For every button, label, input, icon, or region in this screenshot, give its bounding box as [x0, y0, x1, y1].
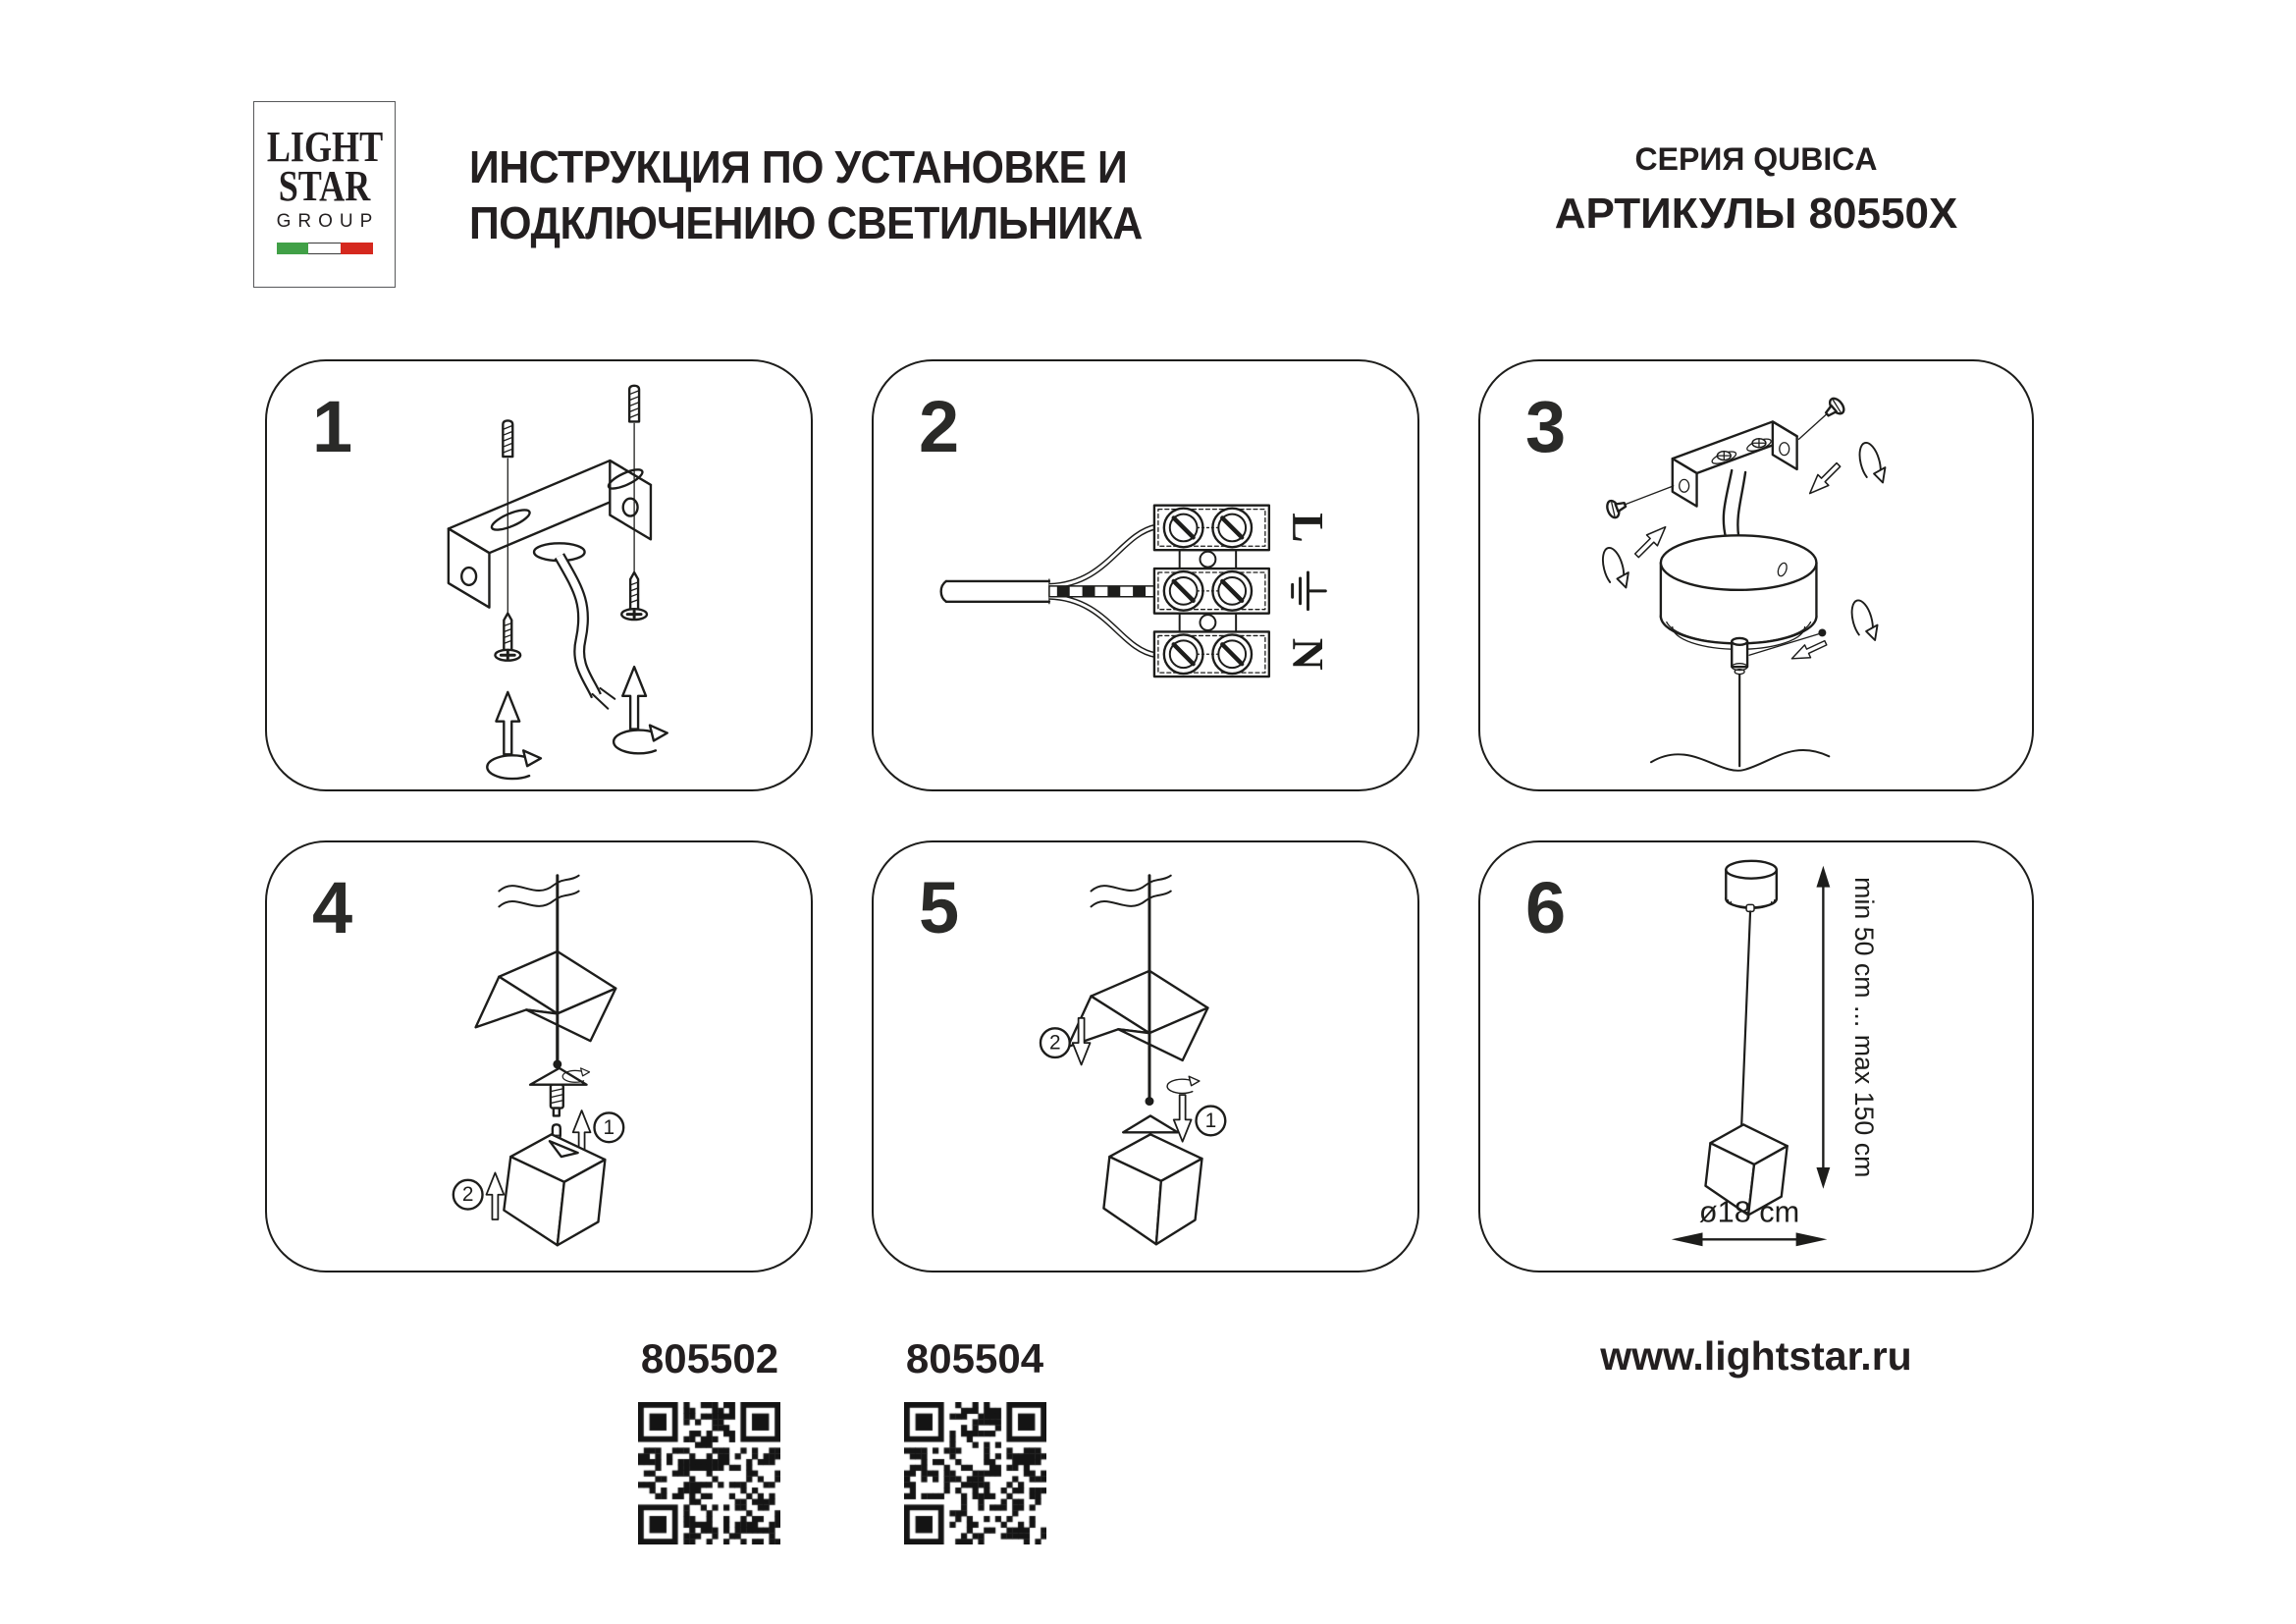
website-url: www.lightstar.ru: [1600, 1333, 1912, 1379]
callout-2: [1041, 1028, 1070, 1057]
step-6-panel: [1478, 840, 2034, 1272]
ceiling-canopy: [1661, 535, 1817, 649]
rotate-icon: [1848, 597, 1882, 644]
arrow-up-icon: [486, 1172, 504, 1219]
cord-break-icon: [1092, 876, 1171, 907]
arrow-up-icon: [622, 667, 646, 729]
step-6-diagram-dimensions: [1480, 842, 2032, 1271]
callout-1: [1197, 1107, 1226, 1136]
series-label: СЕРИЯ QUBICA: [1634, 141, 1878, 177]
wall-plug-left: [503, 420, 512, 457]
screw-left: [495, 614, 520, 661]
step-3-number: 3: [1525, 386, 1567, 467]
article-number-left: 805502: [640, 1335, 779, 1381]
live-label: L: [1282, 513, 1333, 543]
cord-stop: [1146, 1097, 1154, 1106]
cord-grip: [1732, 638, 1747, 675]
mounting-bracket: [449, 460, 651, 608]
height-dimension-arrow: [1816, 866, 1830, 1189]
supply-cable: [941, 526, 1156, 655]
terminal-row-earth: [1154, 568, 1269, 614]
svg-text:1: 1: [1204, 1109, 1217, 1132]
wall-plug-right: [629, 386, 639, 422]
logo-word-star: STAR: [278, 162, 371, 210]
screw-right: [1822, 396, 1847, 420]
terminal-row-neutral: [1154, 631, 1269, 677]
callout-2: [454, 1180, 483, 1210]
folded-shade: [476, 951, 616, 1060]
rotate-icon: [1599, 545, 1632, 592]
svg-text:2: 2: [461, 1183, 474, 1207]
step-1-diagram-bracket-mounting: [267, 361, 811, 789]
screw-left: [1605, 497, 1629, 519]
step-1-panel: [265, 359, 813, 791]
screw-right: [621, 572, 647, 620]
step-2-diagram-wiring: [874, 361, 1417, 789]
step-5-number: 5: [919, 867, 960, 948]
arrow-down-icon: [1174, 1095, 1192, 1142]
diameter-dimension-arrow: [1672, 1232, 1828, 1246]
qr-code-right: [904, 1402, 1046, 1544]
rotate-icon: [1167, 1076, 1200, 1093]
rotate-icon: [1856, 440, 1890, 487]
lamp-holder-plate: [1123, 1115, 1177, 1132]
step-3-panel: [1478, 359, 2034, 791]
neutral-label: N: [1282, 637, 1333, 671]
step-5-panel: [872, 840, 1419, 1272]
step-4-number: 4: [312, 867, 353, 948]
step-1-number: 1: [312, 386, 353, 467]
ceiling-canopy: [1726, 861, 1777, 912]
article-number-right: 805504: [905, 1335, 1044, 1381]
step-4-panel: [265, 840, 813, 1272]
step-2-panel: [872, 359, 1419, 791]
articles-label: АРТИКУЛЫ 80550X: [1554, 189, 1958, 238]
cube-shade: [504, 1134, 605, 1245]
page-title: [469, 139, 1143, 251]
logo-word-group: GROUP: [276, 211, 380, 232]
terminal-row-live: [1154, 506, 1269, 551]
earth-icon: [1293, 572, 1326, 610]
diameter-label: ø18 cm: [1698, 1194, 1800, 1229]
step-6-number: 6: [1525, 867, 1567, 948]
italian-flag-icon: [277, 243, 373, 254]
product-info: [1478, 141, 2034, 239]
step-2-number: 2: [919, 386, 960, 467]
lightstar-logo: [253, 101, 396, 288]
folded-shade: [1068, 971, 1208, 1098]
step-5-diagram-shade-lowering: [874, 842, 1417, 1271]
qr-code-left: [638, 1402, 780, 1544]
rotate-icon: [614, 726, 667, 754]
cube-shade: [1103, 1134, 1201, 1244]
suspension-cord: [1741, 911, 1750, 1126]
lamp-holder: [530, 1068, 589, 1116]
height-range-label: min 50 cm ... max 150 cm: [1849, 877, 1880, 1178]
mounting-bracket: [1673, 421, 1797, 506]
logo-word-light: LIGHT: [266, 123, 384, 171]
title-line-2: ПОДКЛЮЧЕНИЮ СВЕТИЛЬНИКА: [469, 197, 1143, 248]
cable-pair: [1724, 470, 1745, 538]
arrow-icon: [1804, 460, 1843, 499]
svg-text:1: 1: [603, 1115, 615, 1139]
arrow-up-icon: [496, 692, 519, 754]
title-line-1: ИНСТРУКЦИЯ ПО УСТАНОВКЕ И: [469, 141, 1128, 192]
cord-break-icon: [499, 876, 578, 907]
step-3-diagram-canopy: [1480, 361, 2032, 789]
rotate-icon: [487, 750, 541, 779]
step-4-diagram-shade-assembly: [267, 842, 811, 1271]
callout-1: [594, 1112, 623, 1142]
cord-stop: [553, 1059, 561, 1068]
terminal-block: [1154, 506, 1269, 677]
svg-text:2: 2: [1049, 1031, 1061, 1055]
ceiling-cable: [534, 543, 614, 708]
